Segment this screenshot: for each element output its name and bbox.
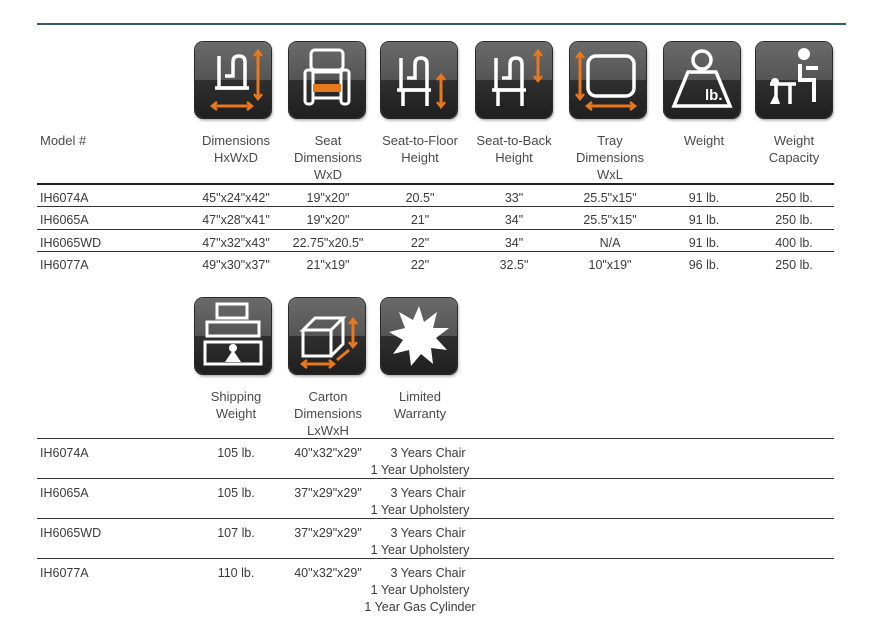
cell-tray: N/A xyxy=(599,236,621,250)
seat-to-floor-icon xyxy=(381,42,457,118)
header-seat-dimensions: Seat Dimensions WxD xyxy=(294,133,362,182)
cell-floor: 21" xyxy=(410,213,430,227)
cell-carton: 37"x29"x29" xyxy=(294,486,362,500)
cell-floor: 20.5" xyxy=(405,191,435,205)
cell-seat: 19"x20" xyxy=(306,191,350,205)
warranty-icon xyxy=(381,298,457,374)
cell-seat: 19"x20" xyxy=(306,213,350,227)
header-seat-to-floor: Seat-to-Floor Height xyxy=(382,133,458,165)
cell-tray: 25.5"x15" xyxy=(583,213,637,227)
header-limited-warranty: Limited Warranty xyxy=(393,389,447,421)
cell-seat: 22.75"x20.5" xyxy=(292,236,364,250)
weight-icon xyxy=(664,42,740,118)
cell-w2: 1 Year Upholstery xyxy=(370,463,470,477)
seat-dimensions-icon xyxy=(289,42,365,118)
row-divider xyxy=(37,438,834,439)
cell-w1: 3 Years Chair xyxy=(390,526,466,540)
cell-model: IH6065A xyxy=(40,213,89,227)
cell-w2: 1 Year Upholstery xyxy=(370,503,470,517)
header-tray-dimensions: Tray Dimensions WxL xyxy=(576,133,644,182)
top-divider xyxy=(37,23,846,25)
cell-dimensions: 45"x24"x42" xyxy=(202,191,270,205)
cell-tray: 10"x19" xyxy=(588,258,632,272)
cell-dimensions: 47"x32"x43" xyxy=(202,236,270,250)
cell-model: IH6074A xyxy=(40,446,89,460)
cell-weight: 91 lb. xyxy=(688,191,720,205)
row-divider xyxy=(37,206,834,207)
table1-header-rule xyxy=(37,183,834,185)
cell-shipping: 105 lb. xyxy=(217,486,255,500)
cell-back: 32.5" xyxy=(499,258,529,272)
header-carton-dimensions: Carton Dimensions LxWxH xyxy=(294,389,362,438)
cell-weight: 91 lb. xyxy=(688,236,720,250)
cell-capacity: 400 lb. xyxy=(775,236,813,250)
cell-shipping: 107 lb. xyxy=(217,526,255,540)
cell-model: IH6065WD xyxy=(40,526,102,540)
cell-weight: 96 lb. xyxy=(688,258,720,272)
cell-w2: 1 Year Upholstery xyxy=(370,543,470,557)
dimensions-icon xyxy=(195,42,271,118)
cell-carton: 40"x32"x29" xyxy=(294,446,362,460)
weight-badge-text: lb. xyxy=(705,87,723,104)
cell-carton: 37"x29"x29" xyxy=(294,526,362,540)
cell-capacity: 250 lb. xyxy=(775,258,813,272)
cell-floor: 22" xyxy=(410,258,430,272)
cell-model: IH6065WD xyxy=(40,236,102,250)
cell-shipping: 110 lb. xyxy=(217,566,255,580)
cell-capacity: 250 lb. xyxy=(775,213,813,227)
header-weight: Weight xyxy=(683,133,725,148)
cell-tray: 25.5"x15" xyxy=(583,191,637,205)
row-divider xyxy=(37,229,834,230)
header-shipping-weight: Shipping Weight xyxy=(210,389,262,421)
header-seat-to-back: Seat-to-Back Height xyxy=(476,133,552,165)
weight-capacity-icon xyxy=(756,42,832,118)
cell-model: IH6065A xyxy=(40,486,89,500)
cell-floor: 22" xyxy=(410,236,430,250)
cell-w3: 1 Year Gas Cylinder xyxy=(364,600,476,614)
cell-seat: 21"x19" xyxy=(306,258,350,272)
cell-model: IH6077A xyxy=(40,566,89,580)
cell-model: IH6077A xyxy=(40,258,89,272)
cell-w2: 1 Year Upholstery xyxy=(370,583,470,597)
shipping-weight-icon xyxy=(195,298,271,374)
cell-back: 33" xyxy=(504,191,524,205)
header-dimensions: Dimensions HxWxD xyxy=(202,133,270,165)
cell-capacity: 250 lb. xyxy=(775,191,813,205)
cell-w1: 3 Years Chair xyxy=(390,446,466,460)
row-divider xyxy=(37,251,834,252)
cell-model: IH6074A xyxy=(40,191,89,205)
cell-w1: 3 Years Chair xyxy=(390,566,466,580)
cell-dimensions: 47"x28"x41" xyxy=(202,213,270,227)
header-weight-capacity: Weight Capacity xyxy=(768,133,820,165)
cell-back: 34" xyxy=(504,213,524,227)
cell-carton: 40"x32"x29" xyxy=(294,566,362,580)
cell-weight: 91 lb. xyxy=(688,213,720,227)
seat-to-back-icon xyxy=(476,42,552,118)
cell-shipping: 105 lb. xyxy=(217,446,255,460)
cell-back: 34" xyxy=(504,236,524,250)
tray-dimensions-icon xyxy=(570,42,646,118)
cell-dimensions: 49"x30"x37" xyxy=(202,258,270,272)
header-model: Model # xyxy=(40,133,87,148)
cell-w1: 3 Years Chair xyxy=(390,486,466,500)
carton-dimensions-icon xyxy=(289,298,365,374)
